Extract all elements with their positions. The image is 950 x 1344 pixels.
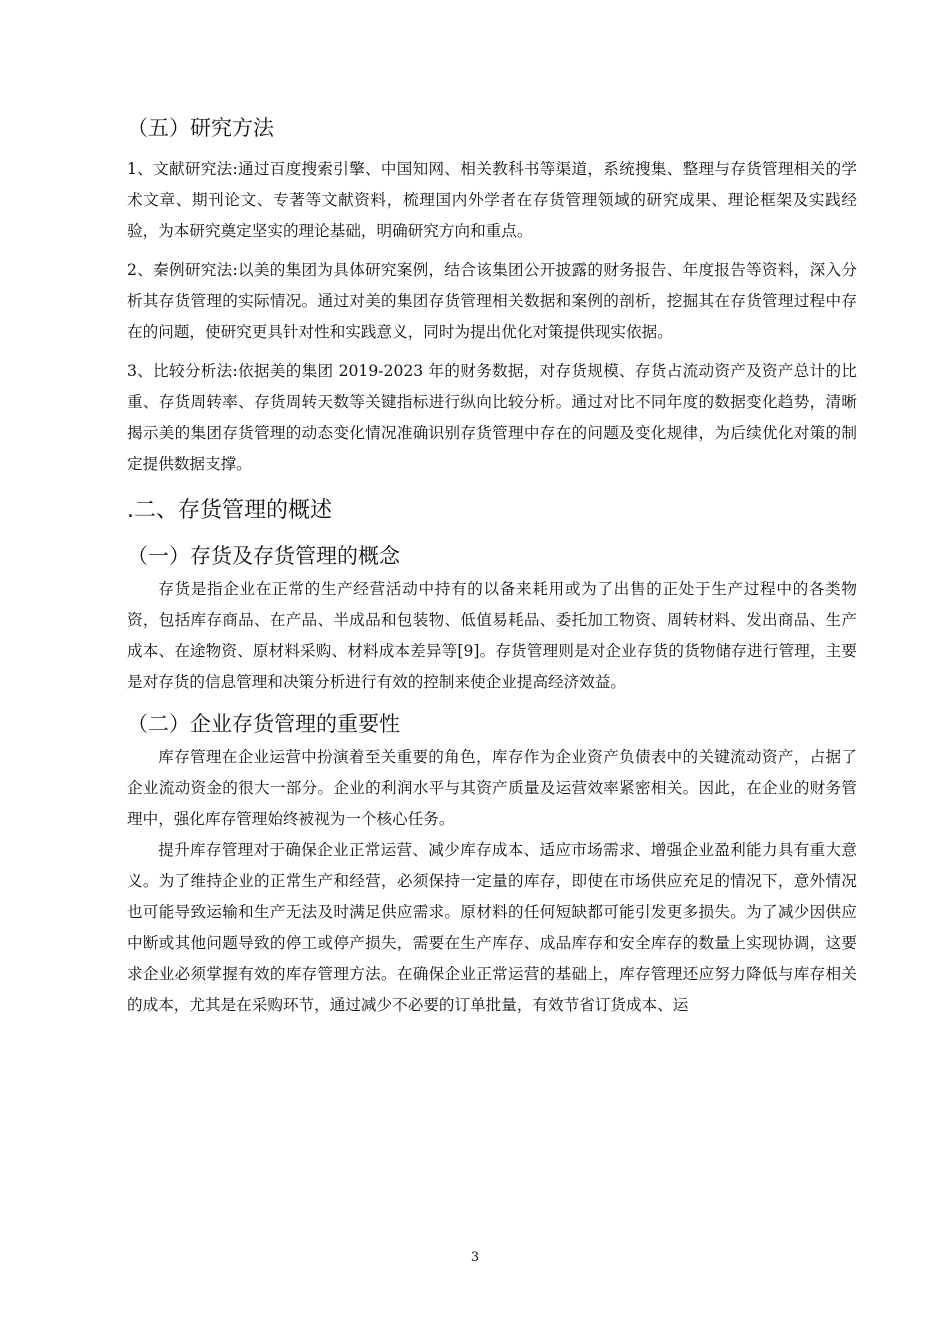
paragraph-importance-2: 提升库存管理对于确保企业正常运营、减少库存成本、适应市场需求、增强企业盈利能力具有重大意义。为了维持企业的正常生产和经营，必须保持一定量的库存，即使在市场供应充足的情况下，意外情况也可能导致运输和生产无法及时满足供应需求。原材料的任何短缺都可能引发更多损失。为了减少因供应中断或其他问题导致的停工或停产损失，需要在生产库存、成品库存和安全库存的数量上实现协调，这要求企业必须掌握有效的库存管理方法。在确保企业正常运营的基础上，库存管理还应努力降低与库存相关的成本，尤其是在采购环节，通过减少不必要的订单批量，有效节省订货成本、运 [127, 841, 857, 1014]
paragraph-inventory-concept: 存货是指企业在正常的生产经营活动中持有的以备来耗用或为了出售的正处于生产过程中的各类物资，包括库存商品、在产品、半成品和包装物、低值易耗品、委托加工物资、周转材料、发出商品、生产成本、在途物资、原材料采购、材料成本差异等[9]。存货管理则是对企业存货的货物储存进行管理，主要是对存货的信息管理和决策分析进行有效的控制来使企业提高经济效益。 [127, 580, 857, 691]
chapter-heading-inventory-overview: .二、存货管理的概述 [127, 498, 332, 523]
section-heading-research-methods: （五）研究方法 [127, 116, 274, 140]
paragraph-comparative-method: 3、比较分析法:依据美的集团 2019-2023 年的财务数据，对存货规模、存货占流动资产及资产总计的比重、存货周转率、存货周转天数等关键指标进行纵向比较分析。通过对比不同年度的数据变化趋势，清晰揭示美的集团存货管理的动态变化情况准确识别存货管理中存在的问题及变化规律，为后续优化对策的制定提供数据支撑。 [127, 362, 857, 473]
page-number: 3 [470, 1250, 480, 1265]
paragraph-importance-1: 库存管理在企业运营中扮演着至关重要的角色，库存作为企业资产负债表中的关键流动资产，占据了企业流动资金的很大一部分。企业的利润水平与其资产质量及运营效率紧密相关。因此，在企业的财务管理中，强化库存管理始终被视为一个核心任务。 [127, 748, 857, 828]
page-content [127, 112, 857, 1021]
section-heading-inventory-concept: （一）存货及存货管理的概念 [127, 544, 400, 568]
paragraph-case-method: 2、秦例研究法:以美的集团为具体研究案例，结合该集团公开披露的财务报告、年度报告等资料，深入分析其存货管理的实际情况。通过对美的集团存货管理相关数据和案例的剖析，挖掘其在存货管理过程中存在的问题，使研究更具针对性和实践意义，同时为提出优化对策提供现实依据。 [127, 261, 857, 341]
section-heading-inventory-importance: （二）企业存货管理的重要性 [127, 712, 400, 736]
paragraph-literature-method: 1、文献研究法:通过百度搜索引擎、中国知网、相关教科书等渠道，系统搜集、整理与存货管理相关的学术文章、期刊论文、专著等文献资料，梳理国内外学者在存货管理领域的研究成果、理论框架及实践经验，为本研究奠定坚实的理论基础，明确研究方向和重点。 [127, 160, 857, 240]
